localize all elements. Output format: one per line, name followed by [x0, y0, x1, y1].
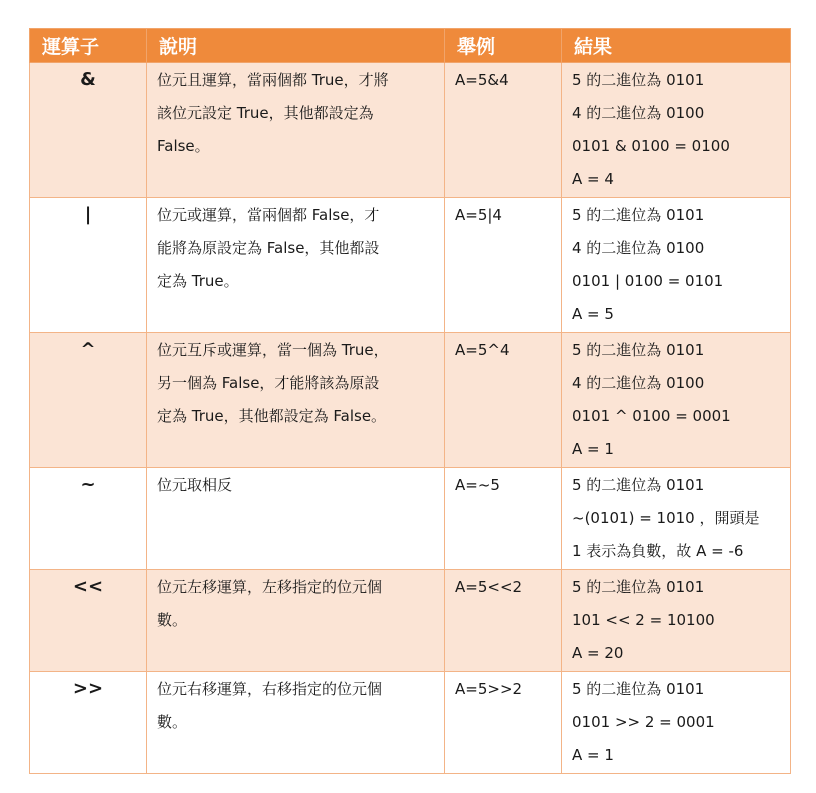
result-line: 0101 >> 2 = 0001 [572, 713, 715, 731]
example-cell: A=~5 [445, 468, 562, 570]
description-cell [147, 570, 445, 672]
result-line: 4 的二進位為 0100 [572, 104, 705, 122]
operator-cell: << [30, 570, 147, 672]
table-row [30, 63, 791, 198]
result-line: 5 的二進位為 0101 [572, 206, 705, 224]
result-cell [562, 672, 791, 774]
operator-cell: >> [30, 672, 147, 774]
operator-cell: ~ [30, 468, 147, 570]
description-cell [147, 468, 445, 570]
description-cell [147, 672, 445, 774]
result-line: 5 的二進位為 0101 [572, 476, 705, 494]
example-cell: A=5|4 [445, 198, 562, 333]
result-line: 0101 | 0100 = 0101 [572, 272, 724, 290]
result-line: 5 的二進位為 0101 [572, 341, 705, 359]
result-cell [562, 63, 791, 198]
result-line: 0101 ^ 0100 = 0001 [572, 407, 731, 425]
description-line: 位元取相反 [157, 476, 233, 494]
result-cell [562, 333, 791, 468]
description-line: 數。 [157, 611, 188, 629]
description-line: 位元且運算，當兩個都 True，才將 [157, 71, 389, 89]
result-line: A = 1 [572, 746, 614, 764]
description-line: 位元左移運算，左移指定的位元個 [157, 578, 383, 596]
result-line: 1 表示為負數，故 A = -6 [572, 542, 744, 560]
result-line: 101 << 2 = 10100 [572, 611, 715, 629]
table-row [30, 198, 791, 333]
operator-cell: | [30, 198, 147, 333]
result-line: ~(0101) = 1010 ，開頭是 [572, 509, 760, 527]
description-line: 能將為原設定為 False，其他都設 [157, 239, 380, 257]
operator-cell: ^ [30, 333, 147, 468]
header-row [30, 29, 791, 63]
operator-cell: & [30, 63, 147, 198]
example-cell: A=5<<2 [445, 570, 562, 672]
description-line: 位元互斥或運算，當一個為 True， [157, 341, 389, 359]
description-line: 另一個為 False，才能將該為原設 [157, 374, 380, 392]
table-row [30, 468, 791, 570]
description-line: 該位元設定 True，其他都設定為 [157, 104, 374, 122]
description-line: 數。 [157, 713, 188, 731]
table-row [30, 333, 791, 468]
table-row [30, 570, 791, 672]
description-cell [147, 63, 445, 198]
description-line: 位元右移運算，右移指定的位元個 [157, 680, 383, 698]
operator-table [29, 28, 791, 774]
description-line: 定為 True，其他都設定為 False。 [157, 407, 387, 425]
result-cell [562, 198, 791, 333]
result-line: A = 1 [572, 440, 614, 458]
description-cell [147, 333, 445, 468]
header-example: 舉例 [445, 29, 562, 63]
header-operator: 運算子 [30, 29, 147, 63]
example-cell: A=5>>2 [445, 672, 562, 774]
table-row [30, 672, 791, 774]
result-line: A = 4 [572, 170, 614, 188]
header-result: 結果 [562, 29, 791, 63]
header-description: 說明 [147, 29, 445, 63]
result-cell [562, 570, 791, 672]
result-cell [562, 468, 791, 570]
example-cell: A=5&4 [445, 63, 562, 198]
result-line: 5 的二進位為 0101 [572, 71, 705, 89]
description-line: False。 [157, 137, 210, 155]
description-line: 定為 True。 [157, 272, 239, 290]
result-line: 5 的二進位為 0101 [572, 680, 705, 698]
result-line: A = 5 [572, 305, 614, 323]
result-line: 4 的二進位為 0100 [572, 374, 705, 392]
description-line: 位元或運算，當兩個都 False，才 [157, 206, 380, 224]
result-line: 4 的二進位為 0100 [572, 239, 705, 257]
result-line: A = 20 [572, 644, 624, 662]
result-line: 5 的二進位為 0101 [572, 578, 705, 596]
example-cell: A=5^4 [445, 333, 562, 468]
description-cell [147, 198, 445, 333]
result-line: 0101 & 0100 = 0100 [572, 137, 730, 155]
